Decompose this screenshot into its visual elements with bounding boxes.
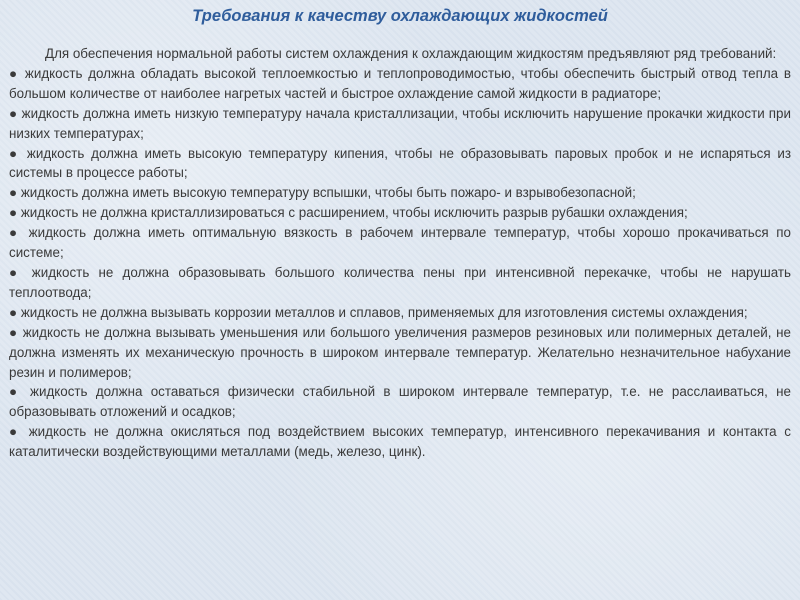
bullet-icon: ● — [9, 384, 22, 400]
requirement-text: жидкость должна иметь высокую температуру вспышки, чтобы быть пожаро- и взрывобезопасной; — [20, 185, 636, 201]
requirement-text: жидкость должна иметь высокую температуру кипения, чтобы не образовывать паровых пробок и не испаряться из системы в процессе работы; — [9, 145, 791, 181]
requirement-text: жидкость должна иметь оптимальную вязкость в рабочем интервале температур, чтобы хорошо прокачиваться по системе; — [9, 225, 791, 261]
requirement-item — [9, 104, 791, 144]
requirement-text: жидкость не должна вызывать коррозии металлов и сплавов, применяемых для изготовления системы охлаждения; — [20, 304, 748, 320]
requirement-text: жидкость не должна образовывать большого количества пены при интенсивной перекачке, чтобы не нарушать теплоотвода; — [9, 264, 791, 300]
requirement-text: жидкость должна иметь низкую температуру начала кристаллизации, чтобы исключить нарушение прокачки жидкости при низких температурах; — [9, 105, 791, 141]
bullet-icon: ● — [9, 185, 18, 201]
requirement-item — [9, 203, 791, 223]
requirement-item — [9, 382, 791, 422]
bullet-icon: ● — [9, 105, 18, 121]
requirements-list — [9, 64, 791, 462]
bullet-icon: ● — [9, 424, 22, 440]
bullet-icon: ● — [9, 264, 23, 280]
bullet-icon: ● — [9, 205, 18, 221]
bullet-icon: ● — [9, 304, 18, 320]
requirement-text: жидкость должна оставаться физически стабильной в широком интервале температур, т.е. не расслаиваться, не образовывать отложений и осадков; — [9, 384, 791, 420]
bullet-icon: ● — [9, 65, 20, 81]
bullet-icon: ● — [9, 324, 19, 340]
requirement-text: жидкость не должна кристаллизироваться с расширением, чтобы исключить разрыв рубашки охлаждения; — [20, 205, 688, 221]
requirement-item — [9, 144, 791, 184]
requirement-text: жидкость не должна окисляться под воздействием высоких температур, интенсивного перекачивания и контакта с каталитически воздействующими металлами (медь, железо, цинк). — [9, 424, 791, 460]
bullet-icon: ● — [9, 225, 21, 241]
bullet-icon: ● — [9, 145, 21, 161]
requirement-text: жидкость должна обладать высокой теплоемкостью и теплопроводимостью, чтобы обеспечить быстрый отвод тепла в большом количестве от наиболее нагретых частей и быстрое охлаждение самой жидкости в радиаторе; — [9, 65, 791, 101]
requirement-item — [9, 64, 791, 104]
slide-body — [9, 44, 791, 462]
requirement-item — [9, 323, 791, 383]
requirement-item — [9, 223, 791, 263]
intro-paragraph: Для обеспечения нормальной работы систем охлаждения к охлаждающим жидкостям предъявляют ряд требований: — [45, 46, 777, 61]
requirement-text: жидкость не должна вызывать уменьшения или большого увеличения размеров резиновых или полимерных деталей, не должна изменять их механическую прочность в широком интервале температур. Желательно незначительное набухание резин и полимеров; — [9, 324, 791, 380]
requirement-item — [9, 183, 791, 203]
slide-title: Требования к качеству охлаждающих жидкостей — [192, 7, 608, 25]
requirement-item — [9, 303, 791, 323]
requirement-item — [9, 263, 791, 303]
requirement-item — [9, 422, 791, 462]
